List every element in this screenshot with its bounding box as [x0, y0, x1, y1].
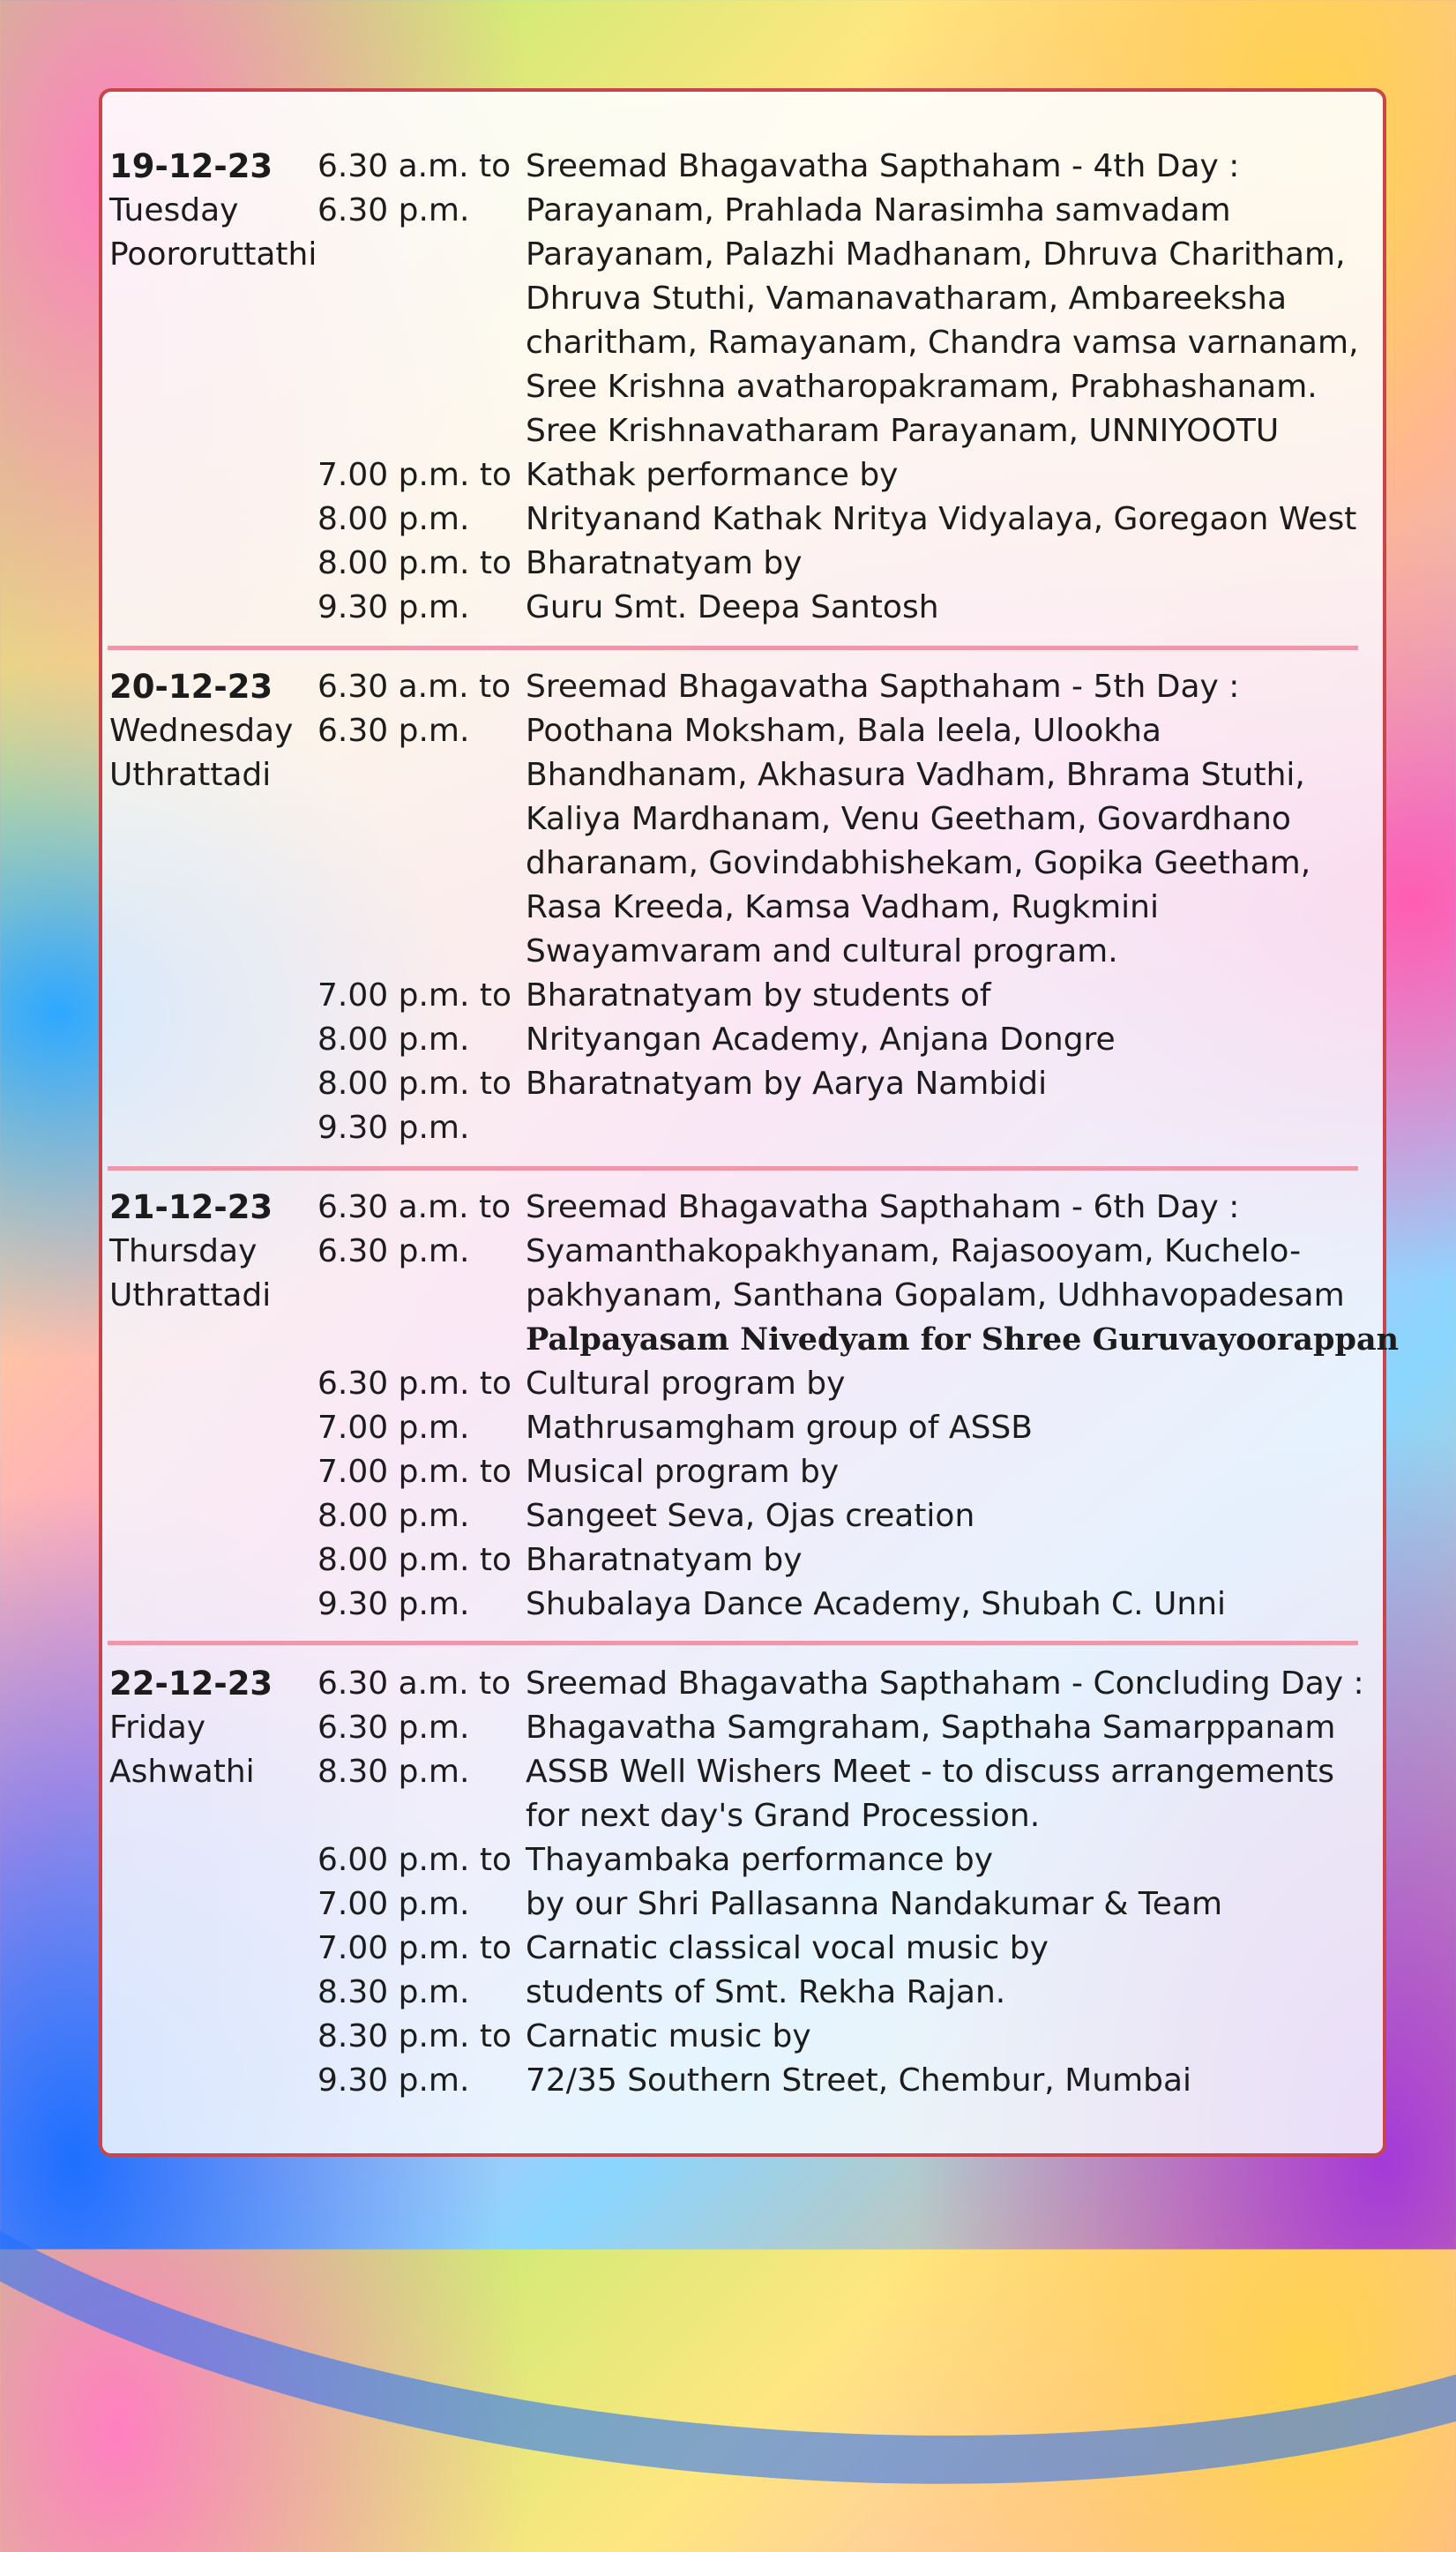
- program-line: Sreemad Bhagavatha Sapthaham - 5th Day :: [526, 669, 1240, 705]
- time-label: 8.30 p.m. to: [317, 2018, 511, 2054]
- program-line: Parayanam, Prahlada Narasimha samvadam: [526, 192, 1231, 228]
- program-line: Sree Krishna avatharopakramam, Prabhashanam.: [526, 369, 1318, 405]
- program-line: Mathrusamgham group of ASSB: [526, 1410, 1033, 1446]
- program-line: Sreemad Bhagavatha Sapthaham - 4th Day :: [526, 148, 1240, 184]
- time-label: 6.30 p.m.: [317, 1233, 470, 1269]
- program-line: dharanam, Govindabhishekam, Gopika Geetham,: [526, 845, 1311, 881]
- program-line: charitham, Ramayanam, Chandra vamsa varnanam,: [526, 325, 1359, 361]
- program-line: Rasa Kreeda, Kamsa Vadham, Rugkmini: [526, 889, 1159, 925]
- program-line: 72/35 Southern Street, Chembur, Mumbai: [526, 2062, 1192, 2099]
- time-label: 8.00 p.m. to: [317, 545, 511, 581]
- time-label: 9.30 p.m.: [317, 1586, 470, 1622]
- time-label: 7.00 p.m. to: [317, 1454, 511, 1490]
- time-label: 6.30 p.m.: [317, 713, 470, 749]
- program-line: Swayamvaram and cultural program.: [526, 933, 1118, 969]
- program-line: Sreemad Bhagavatha Sapthaham - 6th Day :: [526, 1189, 1240, 1225]
- time-label: 7.00 p.m.: [317, 1410, 470, 1446]
- program-line: Syamanthakopakhyanam, Rajasooyam, Kuchelo-: [526, 1233, 1302, 1269]
- program-line: Parayanam, Palazhi Madhanam, Dhruva Charitham,: [526, 236, 1346, 273]
- time-label: 8.00 p.m.: [317, 501, 470, 537]
- program-line: Carnatic music by: [526, 2018, 811, 2054]
- time-label: 8.00 p.m. to: [317, 1542, 511, 1578]
- program-line: Shubalaya Dance Academy, Shubah C. Unni: [526, 1586, 1227, 1622]
- program-line: ASSB Well Wishers Meet - to discuss arrangements: [526, 1754, 1334, 1790]
- schedule-panel: [99, 88, 1400, 2157]
- time-label: 6.30 a.m. to: [317, 148, 511, 184]
- program-line: students of Smt. Rekha Rajan.: [526, 1974, 1006, 2010]
- day-star: Poororuttathi: [109, 236, 317, 273]
- program-line: Sree Krishnavatharam Parayanam, UNNIYOOTU: [526, 413, 1280, 449]
- day-date: 20-12-23: [109, 668, 273, 706]
- time-label: 9.30 p.m.: [317, 589, 470, 625]
- program-line: Sreemad Bhagavatha Sapthaham - Concluding Day :: [526, 1665, 1364, 1702]
- day-date: 21-12-23: [109, 1188, 273, 1226]
- time-label: 7.00 p.m. to: [317, 457, 511, 493]
- program-line: Cultural program by: [526, 1366, 846, 1402]
- section-divider: [108, 1166, 1358, 1171]
- program-line: Bhandhanam, Akhasura Vadham, Bhrama Stuthi,: [526, 757, 1305, 793]
- program-line: Dhruva Stuthi, Vamanavatharam, Ambareeksha: [526, 281, 1288, 317]
- program-line-highlight: Palpayasam Nivedyam for Shree Guruvayoorappan: [526, 1321, 1400, 1358]
- day-weekday: Tuesday: [109, 192, 239, 228]
- program-line: Nrityanand Kathak Nritya Vidyalaya, Goregaon West: [526, 501, 1357, 537]
- program-line: Sangeet Seva, Ojas creation: [526, 1498, 975, 1534]
- program-line: Bharatnatyam by students of: [526, 977, 991, 1014]
- time-label: 8.00 p.m.: [317, 1498, 470, 1534]
- program-line: Kaliya Mardhanam, Venu Geetham, Govardhano: [526, 801, 1291, 837]
- program-line: Musical program by: [526, 1454, 840, 1490]
- program-line: pakhyanam, Santhana Gopalam, Udhhavopadesam: [526, 1277, 1345, 1313]
- time-label: 9.30 p.m.: [317, 2062, 470, 2099]
- time-label: 8.00 p.m. to: [317, 1066, 511, 1102]
- program-line: Bharatnatyam by Aarya Nambidi: [526, 1066, 1048, 1102]
- time-label: 7.00 p.m. to: [317, 1930, 511, 1966]
- section-divider: [108, 646, 1358, 650]
- time-label: 6.30 p.m.: [317, 192, 470, 228]
- program-line: Carnatic classical vocal music by: [526, 1930, 1049, 1966]
- program-line: for next day's Grand Procession.: [526, 1798, 1041, 1834]
- time-label: 9.30 p.m.: [317, 1110, 470, 1146]
- time-label: 8.30 p.m.: [317, 1974, 470, 2010]
- program-line: Bhagavatha Samgraham, Sapthaha Samarppanam: [526, 1710, 1336, 1746]
- day-weekday: Friday: [109, 1710, 206, 1746]
- program-line: by our Shri Pallasanna Nandakumar & Team: [526, 1886, 1223, 1922]
- day-date: 19-12-23: [109, 147, 273, 185]
- section-divider: [108, 1641, 1358, 1645]
- program-line: Guru Smt. Deepa Santosh: [526, 589, 939, 625]
- program-line: Nrityangan Academy, Anjana Dongre: [526, 1022, 1116, 1058]
- time-label: 6.30 a.m. to: [317, 669, 511, 705]
- time-label: 7.00 p.m. to: [317, 977, 511, 1014]
- time-label: 7.00 p.m.: [317, 1886, 470, 1922]
- time-label: 6.30 a.m. to: [317, 1189, 511, 1225]
- day-weekday: Wednesday: [109, 713, 294, 749]
- time-label: 8.00 p.m.: [317, 1022, 470, 1058]
- day-star: Uthrattadi: [109, 757, 272, 793]
- time-label: 6.00 p.m. to: [317, 1842, 511, 1878]
- day-star: Uthrattadi: [109, 1277, 272, 1313]
- program-line: Kathak performance by: [526, 457, 899, 493]
- time-label: 8.30 p.m.: [317, 1754, 470, 1790]
- program-line: Poothana Moksham, Bala leela, Ulookha: [526, 713, 1161, 749]
- program-line: Bharatnatyam by: [526, 1542, 803, 1578]
- program-line: Bharatnatyam by: [526, 545, 803, 581]
- time-label: 6.30 p.m. to: [317, 1366, 511, 1402]
- time-label: 6.30 a.m. to: [317, 1665, 511, 1702]
- day-weekday: Thursday: [109, 1233, 258, 1269]
- time-label: 6.30 p.m.: [317, 1710, 470, 1746]
- day-date: 22-12-23: [109, 1665, 273, 1703]
- program-line: Thayambaka performance by: [526, 1842, 994, 1878]
- day-star: Ashwathi: [109, 1754, 255, 1790]
